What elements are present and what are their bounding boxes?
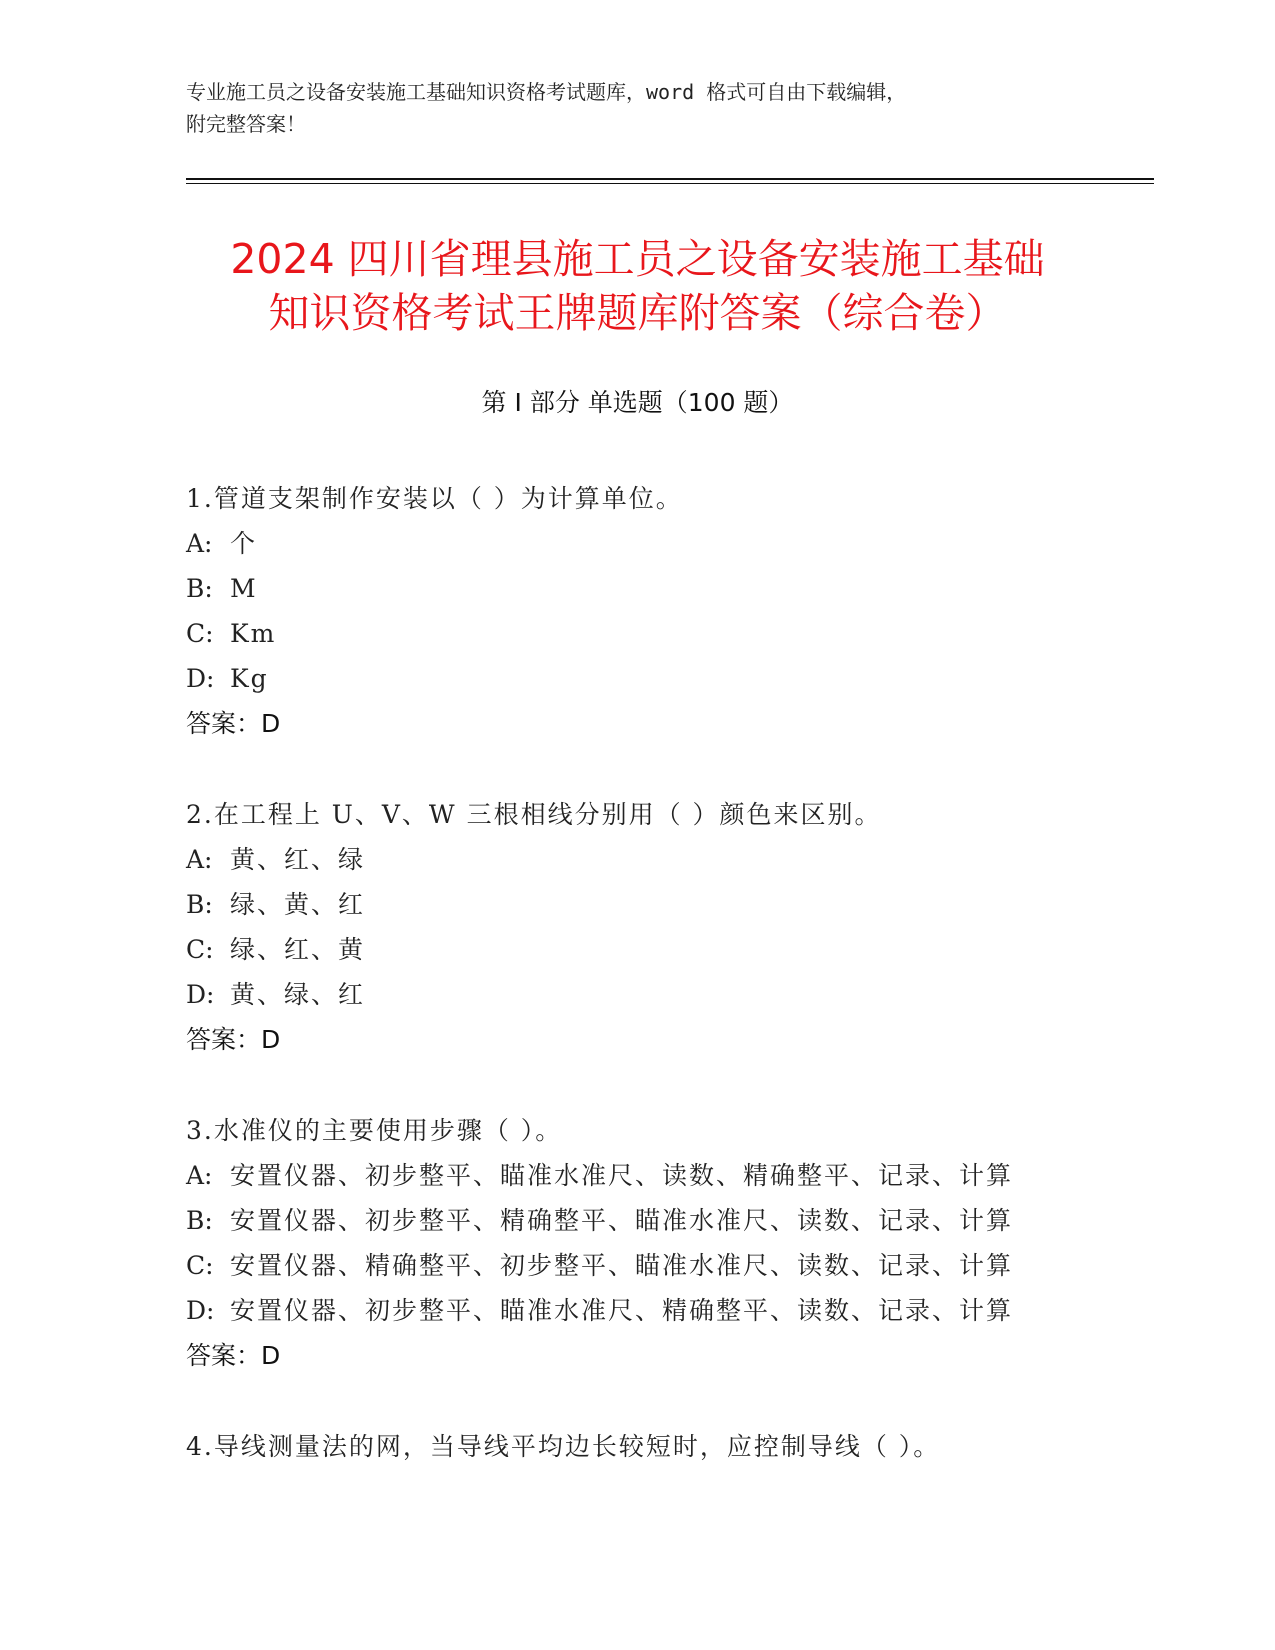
option-text: 黄、红、绿	[230, 845, 366, 874]
question-stem: 3.水准仪的主要使用步骤（ ）。	[186, 1116, 563, 1145]
option-c	[186, 1243, 1086, 1288]
option-text: 黄、绿、红	[230, 980, 366, 1009]
question-4	[186, 1424, 1086, 1469]
option-text: Kg	[230, 664, 269, 693]
option-key: B:	[186, 890, 213, 919]
title-line-1: 2024 四川省理县施工员之设备安装施工基础	[230, 235, 1045, 283]
option-c	[186, 611, 1086, 656]
option-d	[186, 656, 1086, 701]
question-stem: 2.在工程上 U、V、W 三根相线分别用（ ）颜色来区别。	[186, 800, 882, 829]
option-key: C:	[186, 935, 214, 964]
document-title	[150, 232, 1125, 340]
option-c	[186, 927, 1086, 972]
option-b	[186, 566, 1086, 611]
option-text: 安置仪器、初步整平、瞄准水准尺、读数、精确整平、记录、计算	[230, 1161, 1014, 1190]
option-b	[186, 1198, 1086, 1243]
answer-line: 答案：D	[186, 1341, 281, 1370]
option-key: B:	[186, 1206, 213, 1235]
header-divider-thin	[186, 183, 1154, 184]
option-b	[186, 882, 1086, 927]
option-key: D:	[186, 664, 215, 693]
option-text: 个	[230, 529, 258, 558]
question-3	[186, 1108, 1086, 1378]
option-key: C:	[186, 1251, 214, 1280]
question-stem: 1.管道支架制作安装以（ ）为计算单位。	[186, 484, 683, 513]
option-text: 绿、黄、红	[230, 890, 366, 919]
option-key: B:	[186, 574, 213, 603]
option-a	[186, 1153, 1086, 1198]
option-a	[186, 837, 1086, 882]
option-text: M	[230, 574, 258, 603]
question-list	[186, 476, 1086, 1515]
option-key: D:	[186, 1296, 215, 1325]
question-1	[186, 476, 1086, 746]
option-text: Km	[230, 619, 277, 648]
option-key: A:	[186, 845, 213, 874]
option-key: A:	[186, 529, 213, 558]
title-line-2: 知识资格考试王牌题库附答案（综合卷）	[268, 289, 1007, 337]
option-key: D:	[186, 980, 215, 1009]
option-text: 安置仪器、初步整平、精确整平、瞄准水准尺、读数、记录、计算	[230, 1206, 1014, 1235]
header-divider-thick	[186, 178, 1154, 180]
option-d	[186, 1288, 1086, 1333]
option-key: A:	[186, 1161, 213, 1190]
header-note	[186, 76, 1066, 140]
option-text: 绿、红、黄	[230, 935, 366, 964]
option-key: C:	[186, 619, 214, 648]
question-stem: 4.导线测量法的网，当导线平均边长较短时，应控制导线（ ）。	[186, 1432, 941, 1461]
answer-line: 答案：D	[186, 1025, 281, 1054]
option-text: 安置仪器、初步整平、瞄准水准尺、精确整平、读数、记录、计算	[230, 1296, 1014, 1325]
option-text: 安置仪器、精确整平、初步整平、瞄准水准尺、读数、记录、计算	[230, 1251, 1014, 1280]
question-2	[186, 792, 1086, 1062]
answer-line: 答案：D	[186, 709, 281, 738]
option-a	[186, 521, 1086, 566]
header-line-1: 专业施工员之设备安装施工基础知识资格考试题库，word 格式可自由下载编辑，	[186, 80, 907, 104]
section-title: 第 I 部分 单选题（100 题）	[481, 388, 794, 417]
option-d	[186, 972, 1086, 1017]
header-line-2: 附完整答案！	[186, 112, 306, 136]
